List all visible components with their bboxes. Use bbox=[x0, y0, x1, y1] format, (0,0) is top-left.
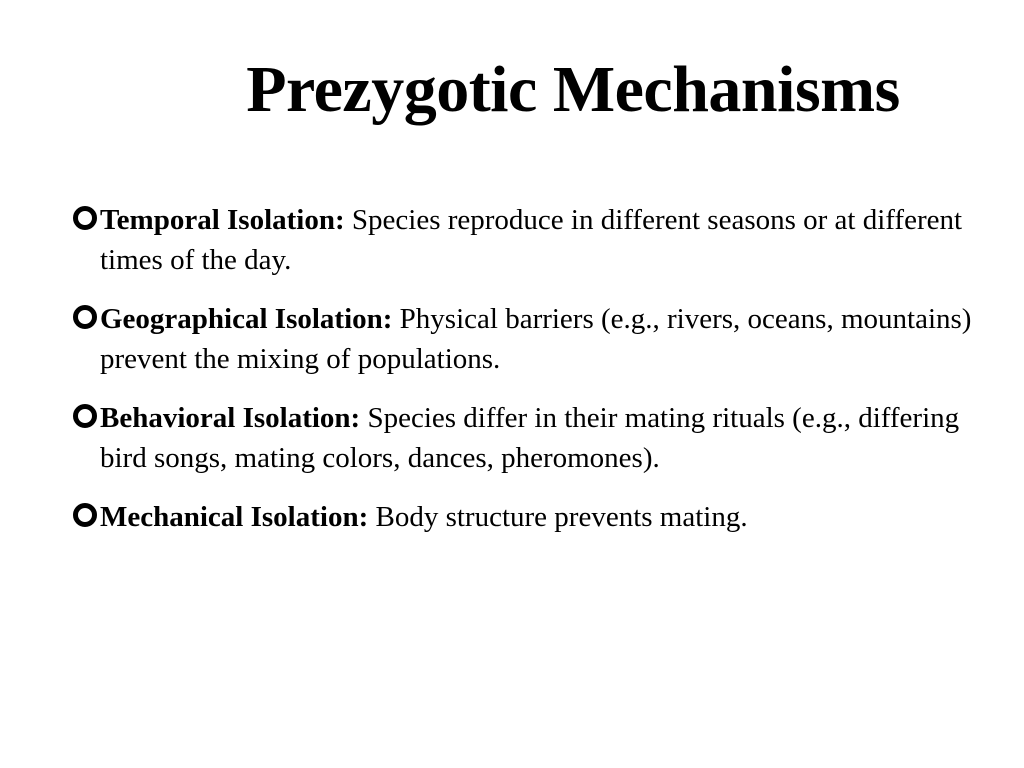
bullet-text: Species differ in their mating rituals (e.g., differing bird songs, mating colors, dances, pheromones). bbox=[100, 402, 960, 474]
bullet-text: Physical barriers (e.g., rivers, oceans, mountains) prevent the mixing of populations. bbox=[100, 303, 972, 375]
ring-bullet-icon bbox=[72, 403, 98, 429]
bullet-list bbox=[72, 200, 972, 556]
bullet-text: Body structure prevents mating. bbox=[375, 501, 748, 533]
bullet-term: Temporal Isolation: bbox=[100, 204, 345, 236]
bullet-item-behavioral bbox=[72, 398, 972, 478]
bullet-term: Geographical Isolation: bbox=[100, 303, 393, 335]
bullet-term: Mechanical Isolation: bbox=[100, 501, 369, 533]
bullet-item-geographical bbox=[72, 299, 972, 379]
bullet-term: Behavioral Isolation: bbox=[100, 402, 361, 434]
slide-title: Prezygotic Mechanisms bbox=[246, 53, 900, 126]
bullet-item-temporal bbox=[72, 200, 972, 280]
ring-bullet-icon bbox=[72, 502, 98, 528]
bullet-item-mechanical bbox=[72, 497, 972, 537]
ring-bullet-icon bbox=[72, 205, 98, 231]
ring-bullet-icon bbox=[72, 304, 98, 330]
bullet-text: Species reproduce in different seasons or at different times of the day. bbox=[100, 204, 963, 276]
